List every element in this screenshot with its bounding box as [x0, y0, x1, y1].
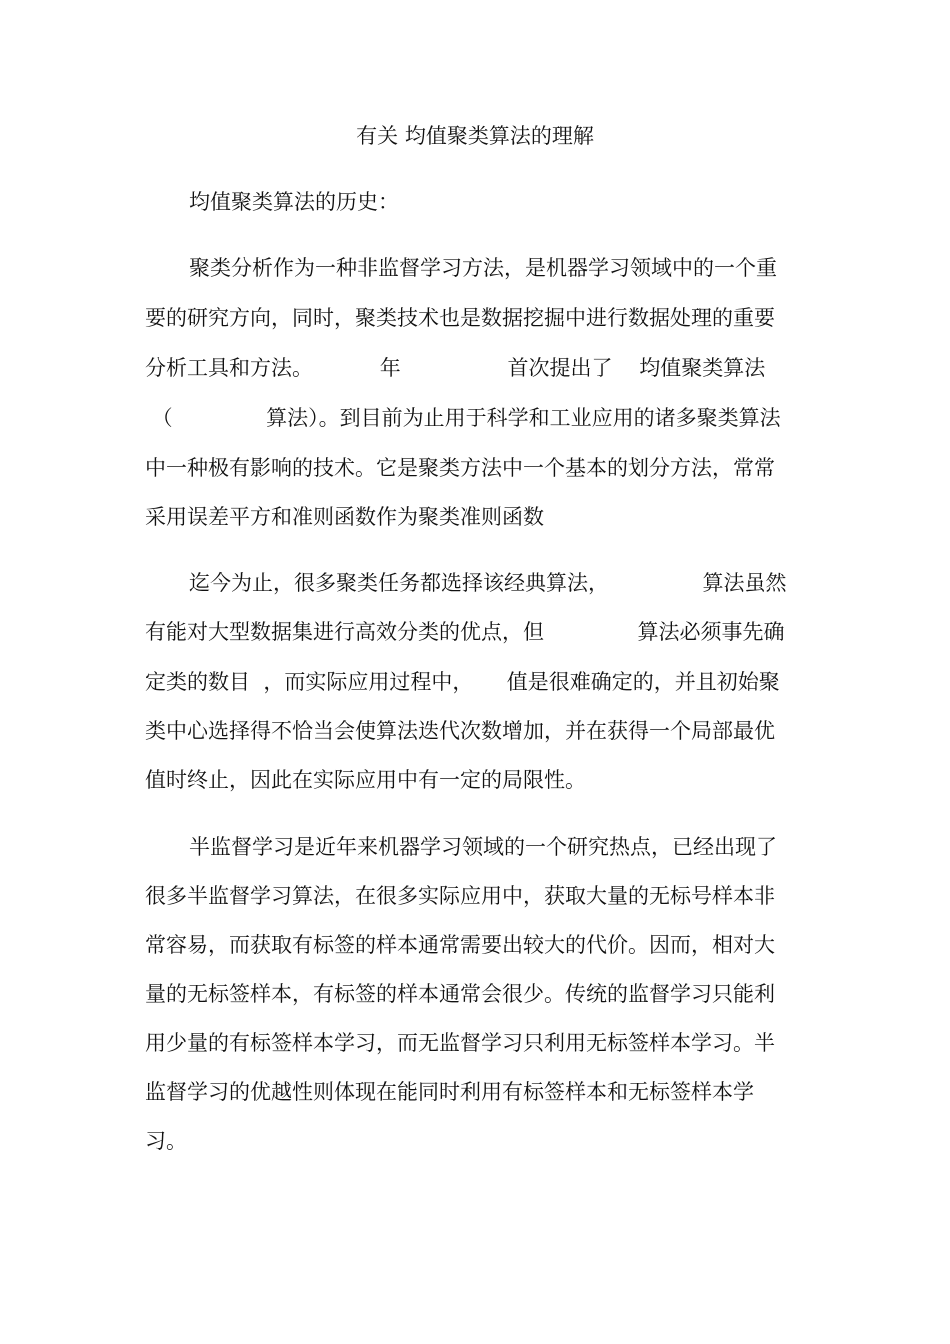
paragraph-3-line-4: 量的无标签样本，有标签的样本通常会很少。传统的监督学习只能利: [145, 982, 775, 1006]
paragraph-1-line-3: 分析工具和方法。 年 首次提出了 均值聚类算法: [145, 356, 766, 380]
paragraph-1-line-1: 聚类分析作为一种非监督学习方法，是机器学习领域中的一个重: [189, 256, 777, 280]
paragraph-3-line-1: 半监督学习是近年来机器学习领域的一个研究热点，已经出现了: [189, 835, 777, 859]
paragraph-2-line-2: 有能对大型数据集进行高效分类的优点，但 算法必须事先确: [145, 620, 785, 644]
paragraph-2-line-5: 值时终止，因此在实际应用中有一定的局限性。: [145, 768, 586, 792]
paragraph-3-line-5: 用少量的有标签样本学习，而无监督学习只利用无标签样本学习。半: [145, 1031, 775, 1055]
paragraph-2-line-3: 定类的数目 ，而实际应用过程中， 值是很难确定的，并且初始聚: [145, 670, 780, 694]
paragraph-1-line-6: 采用误差平方和准则函数作为聚类准则函数: [145, 505, 544, 529]
paragraph-1-line-5: 中一种极有影响的技术。它是聚类方法中一个基本的划分方法，常常: [145, 456, 775, 480]
paragraph-2-line-1: 迄今为止，很多聚类任务都选择该经典算法， 算法虽然: [189, 571, 787, 595]
paragraph-3-line-7: 习。: [145, 1129, 187, 1153]
paragraph-1-line-2: 要的研究方向，同时，聚类技术也是数据挖掘中进行数据处理的重要: [145, 306, 775, 330]
paragraph-3-line-3: 常容易，而获取有标签的样本通常需要出较大的代价。因而，相对大: [145, 933, 775, 957]
document-title: 有关 均值聚类算法的理解: [356, 124, 594, 148]
paragraph-3-line-6: 监督学习的优越性则体现在能同时利用有标签样本和无标签样本学: [145, 1080, 754, 1104]
paragraph-3-line-2: 很多半监督学习算法，在很多实际应用中，获取大量的无标号样本非: [145, 884, 775, 908]
paragraph-2-line-4: 类中心选择得不恰当会使算法迭代次数增加，并在获得一个局部最优: [145, 719, 775, 743]
paragraph-1-line-4: （ 算法）。到目前为止用于科学和工业应用的诸多聚类算法: [145, 406, 781, 430]
section-heading: 均值聚类算法的历史：: [189, 190, 399, 214]
